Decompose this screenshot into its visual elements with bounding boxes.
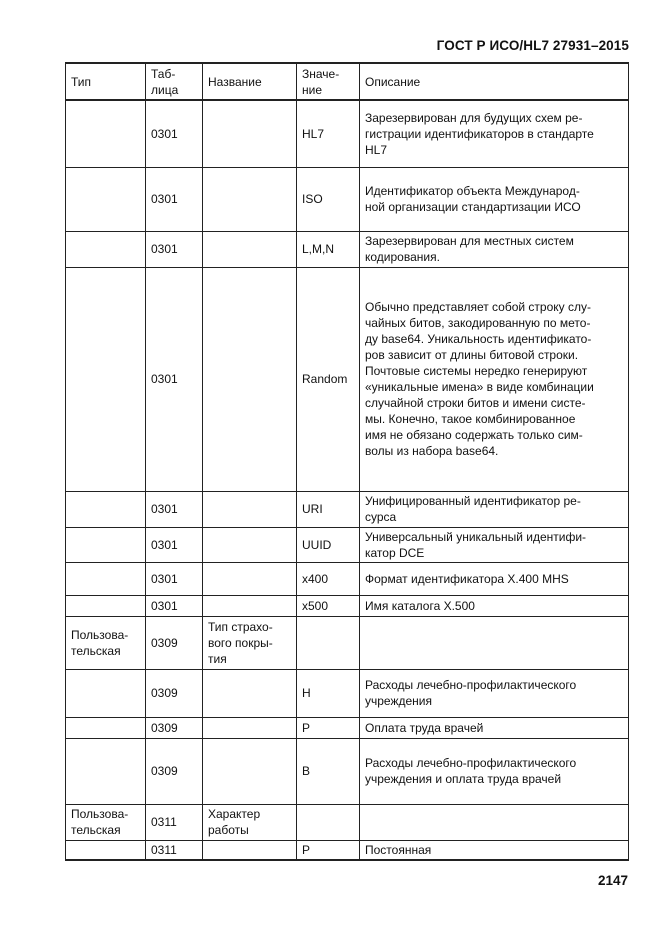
cell-table: 0309 (146, 717, 203, 738)
cell-type (66, 562, 146, 595)
cell-name (203, 562, 297, 595)
table-row (66, 616, 629, 669)
cell-type (66, 738, 146, 804)
cell-name (203, 595, 297, 616)
cell-table: 0301 (146, 167, 203, 231)
cell-value: Random (297, 267, 360, 491)
cell-table: 0311 (146, 804, 203, 840)
cell-type (66, 167, 146, 231)
cell-value (297, 616, 360, 669)
cell-name (203, 167, 297, 231)
cell-type (66, 717, 146, 738)
cell-description: Постоянная (360, 840, 629, 860)
cell-type (66, 840, 146, 860)
cell-description: Идентификатор объекта Международ- ной организации стандартизации ИСО (360, 167, 629, 231)
page-number: 2147 (597, 873, 628, 888)
cell-type (66, 669, 146, 717)
table-row (66, 669, 629, 717)
column-header-table: Таб- лица (146, 63, 203, 100)
cell-value: x500 (297, 595, 360, 616)
cell-value: x400 (297, 562, 360, 595)
cell-name (203, 717, 297, 738)
cell-description (360, 616, 629, 669)
cell-name (203, 669, 297, 717)
cell-description: Имя каталога X.500 (360, 595, 629, 616)
cell-value: H (297, 669, 360, 717)
cell-value: URI (297, 491, 360, 527)
cell-type: Пользова- тельская (66, 616, 146, 669)
cell-description: Зарезервирован для будущих схем ре- гистрации идентификаторов в стандарте HL7 (360, 100, 629, 167)
cell-description (360, 804, 629, 840)
cell-description: Расходы лечебно-профилактического учреждения (360, 669, 629, 717)
cell-description: Формат идентификатора X.400 MHS (360, 562, 629, 595)
cell-name (203, 231, 297, 267)
column-header-value: Значе- ние (297, 63, 360, 100)
cell-type: Пользова- тельская (66, 804, 146, 840)
cell-type (66, 527, 146, 562)
cell-table: 0309 (146, 669, 203, 717)
table-row (66, 491, 629, 527)
cell-value: L,M,N (297, 231, 360, 267)
table-header-row (66, 63, 629, 100)
cell-value: P (297, 717, 360, 738)
document-header: ГОСТ Р ИСО/HL7 27931–2015 (436, 38, 629, 53)
cell-name (203, 491, 297, 527)
table-row (66, 167, 629, 231)
cell-name (203, 738, 297, 804)
code-table (65, 62, 629, 861)
table-row (66, 717, 629, 738)
cell-table: 0311 (146, 840, 203, 860)
cell-type (66, 231, 146, 267)
cell-description: Унифицированный идентификатор ре- сурса (360, 491, 629, 527)
cell-description: Обычно представляет собой строку слу- чайных битов, закодированную по мето- ду base64. Уникальность идентификато- ров зависит от длины битовой строки. Почтовые системы нередко генерируют «уникальные имена» в виде комбинации случайной строки битов и имени систе- мы. Конечно, такое комбинированное имя не обязано содержать только сим- волы из набора base64. (360, 267, 629, 491)
cell-table: 0301 (146, 527, 203, 562)
cell-table: 0301 (146, 595, 203, 616)
cell-name (203, 527, 297, 562)
cell-name (203, 267, 297, 491)
cell-type (66, 267, 146, 491)
column-header-type: Тип (66, 63, 146, 100)
column-header-name: Название (203, 63, 297, 100)
table-row (66, 562, 629, 595)
cell-table: 0309 (146, 738, 203, 804)
cell-description: Расходы лечебно-профилактического учреждения и оплата труда врачей (360, 738, 629, 804)
cell-value: UUID (297, 527, 360, 562)
cell-name: Характер работы (203, 804, 297, 840)
cell-table: 0301 (146, 562, 203, 595)
cell-table: 0301 (146, 267, 203, 491)
cell-description: Зарезервирован для местных систем кодирования. (360, 231, 629, 267)
cell-description: Универсальный уникальный идентифи- катор DCE (360, 527, 629, 562)
cell-value: HL7 (297, 100, 360, 167)
table-row (66, 804, 629, 840)
cell-name (203, 840, 297, 860)
cell-type (66, 100, 146, 167)
table-row (66, 738, 629, 804)
table-row (66, 595, 629, 616)
cell-table: 0309 (146, 616, 203, 669)
cell-name: Тип страхо- вого покры- тия (203, 616, 297, 669)
cell-table: 0301 (146, 100, 203, 167)
cell-table: 0301 (146, 231, 203, 267)
table-row (66, 231, 629, 267)
table-row (66, 527, 629, 562)
cell-value: B (297, 738, 360, 804)
cell-description: Оплата труда врачей (360, 717, 629, 738)
table-row (66, 100, 629, 167)
cell-value: P (297, 840, 360, 860)
cell-type (66, 595, 146, 616)
table-row (66, 840, 629, 860)
cell-value (297, 804, 360, 840)
cell-name (203, 100, 297, 167)
cell-type (66, 491, 146, 527)
cell-table: 0301 (146, 491, 203, 527)
column-header-description: Описание (360, 63, 629, 100)
cell-value: ISO (297, 167, 360, 231)
table-row (66, 267, 629, 491)
